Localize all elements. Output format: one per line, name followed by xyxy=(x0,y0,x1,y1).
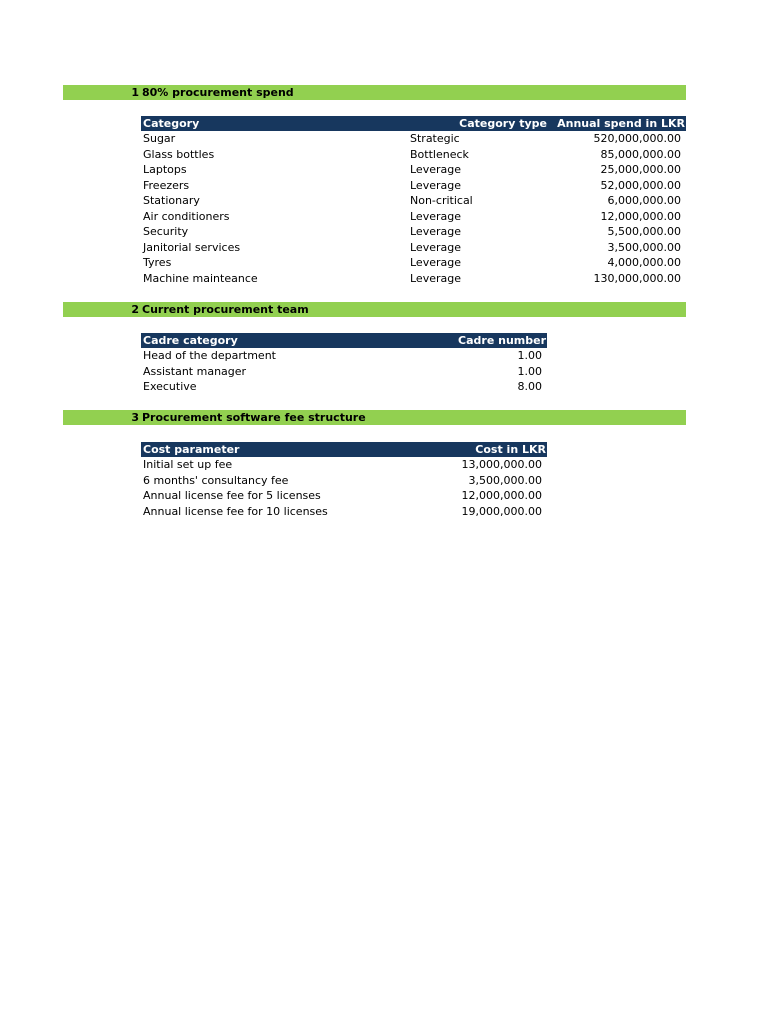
category-type-cell: Leverage xyxy=(410,271,461,285)
cadre-number-cell: 1.00 xyxy=(517,364,542,378)
table-header-row xyxy=(141,333,547,348)
category-type-cell: Non-critical xyxy=(410,194,473,207)
cadre-category-cell: Head of the department xyxy=(143,349,276,362)
annual-spend-cell: 4,000,000.00 xyxy=(607,256,681,269)
table-row xyxy=(141,379,547,395)
category-type-cell: Leverage xyxy=(410,163,461,176)
cost-parameter-cell: Annual license fee for 10 licenses xyxy=(143,504,328,518)
table-row xyxy=(141,271,686,287)
cost-parameter-cell: Initial set up fee xyxy=(143,458,233,471)
column-header-category-type: Category type xyxy=(459,117,547,130)
section-number: 2 xyxy=(131,303,139,316)
category-type-cell: Leverage xyxy=(410,240,461,254)
table-row xyxy=(141,178,686,194)
annual-spend-cell: 5,500,000.00 xyxy=(607,225,681,238)
table-row xyxy=(141,364,547,380)
team-table xyxy=(141,333,547,395)
cost-cell: 13,000,000.00 xyxy=(461,458,542,471)
category-type-cell: Bottleneck xyxy=(410,147,469,161)
cadre-number-cell: 8.00 xyxy=(517,380,542,393)
section-number: 1 xyxy=(131,86,139,99)
category-cell: Laptops xyxy=(143,163,187,176)
category-type-cell: Leverage xyxy=(410,209,461,223)
table-header-row xyxy=(141,116,686,131)
table-row xyxy=(141,255,686,271)
annual-spend-cell: 25,000,000.00 xyxy=(600,163,681,176)
cadre-category-cell: Executive xyxy=(143,380,197,393)
table-row xyxy=(141,193,686,209)
column-header-cost-parameter: Cost parameter xyxy=(143,443,240,456)
category-cell: Sugar xyxy=(143,132,176,145)
cadre-category-cell: Assistant manager xyxy=(143,364,247,378)
category-cell: Tyres xyxy=(143,256,172,269)
table-row xyxy=(141,162,686,178)
table-row xyxy=(141,240,686,256)
column-header-cadre-number: Cadre number xyxy=(458,334,546,347)
category-cell: Freezers xyxy=(143,178,190,192)
table-header-row xyxy=(141,442,547,457)
cadre-number-cell: 1.00 xyxy=(517,349,542,362)
column-header-category: Category xyxy=(143,117,200,130)
annual-spend-cell: 12,000,000.00 xyxy=(600,209,681,223)
cost-parameter-cell: 6 months' consultancy fee xyxy=(143,473,289,487)
table-row xyxy=(141,488,547,504)
table-row xyxy=(141,131,686,147)
column-header-cost-in-lkr: Cost in LKR xyxy=(475,443,546,456)
section-header-2 xyxy=(63,302,686,317)
section-title: Procurement software fee structure xyxy=(142,411,366,424)
table-row xyxy=(141,224,686,240)
table-row xyxy=(141,147,686,163)
table-row xyxy=(141,209,686,225)
table-row xyxy=(141,504,547,520)
annual-spend-cell: 520,000,000.00 xyxy=(593,132,681,145)
column-header-cadre-category: Cadre category xyxy=(143,334,238,347)
section-header-1 xyxy=(63,85,686,100)
column-header-annual-spend: Annual spend in LKR xyxy=(557,117,685,130)
section-header-3 xyxy=(63,410,686,425)
category-type-cell: Leverage xyxy=(410,178,461,192)
cost-cell: 3,500,000.00 xyxy=(468,473,542,487)
annual-spend-cell: 85,000,000.00 xyxy=(600,147,681,161)
spend-table xyxy=(141,116,686,286)
category-cell: Air conditioners xyxy=(143,209,230,223)
category-type-cell: Strategic xyxy=(410,132,460,145)
cost-cell: 12,000,000.00 xyxy=(461,489,542,502)
category-type-cell: Leverage xyxy=(410,225,461,238)
table-row xyxy=(141,348,547,364)
category-cell: Stationary xyxy=(143,194,200,207)
section-number: 3 xyxy=(131,411,139,424)
cost-cell: 19,000,000.00 xyxy=(461,504,542,518)
section-title: Current procurement team xyxy=(142,303,309,316)
category-cell: Glass bottles xyxy=(143,147,215,161)
category-type-cell: Leverage xyxy=(410,256,461,269)
annual-spend-cell: 3,500,000.00 xyxy=(607,240,681,254)
annual-spend-cell: 6,000,000.00 xyxy=(607,194,681,207)
fee-table xyxy=(141,442,547,519)
category-cell: Machine mainteance xyxy=(143,271,258,285)
category-cell: Security xyxy=(143,225,189,238)
table-row xyxy=(141,473,547,489)
category-cell: Janitorial services xyxy=(143,240,241,254)
annual-spend-cell: 52,000,000.00 xyxy=(600,178,681,192)
section-title: 80% procurement spend xyxy=(142,86,294,99)
annual-spend-cell: 130,000,000.00 xyxy=(593,271,681,285)
table-row xyxy=(141,457,547,473)
cost-parameter-cell: Annual license fee for 5 licenses xyxy=(143,489,321,502)
